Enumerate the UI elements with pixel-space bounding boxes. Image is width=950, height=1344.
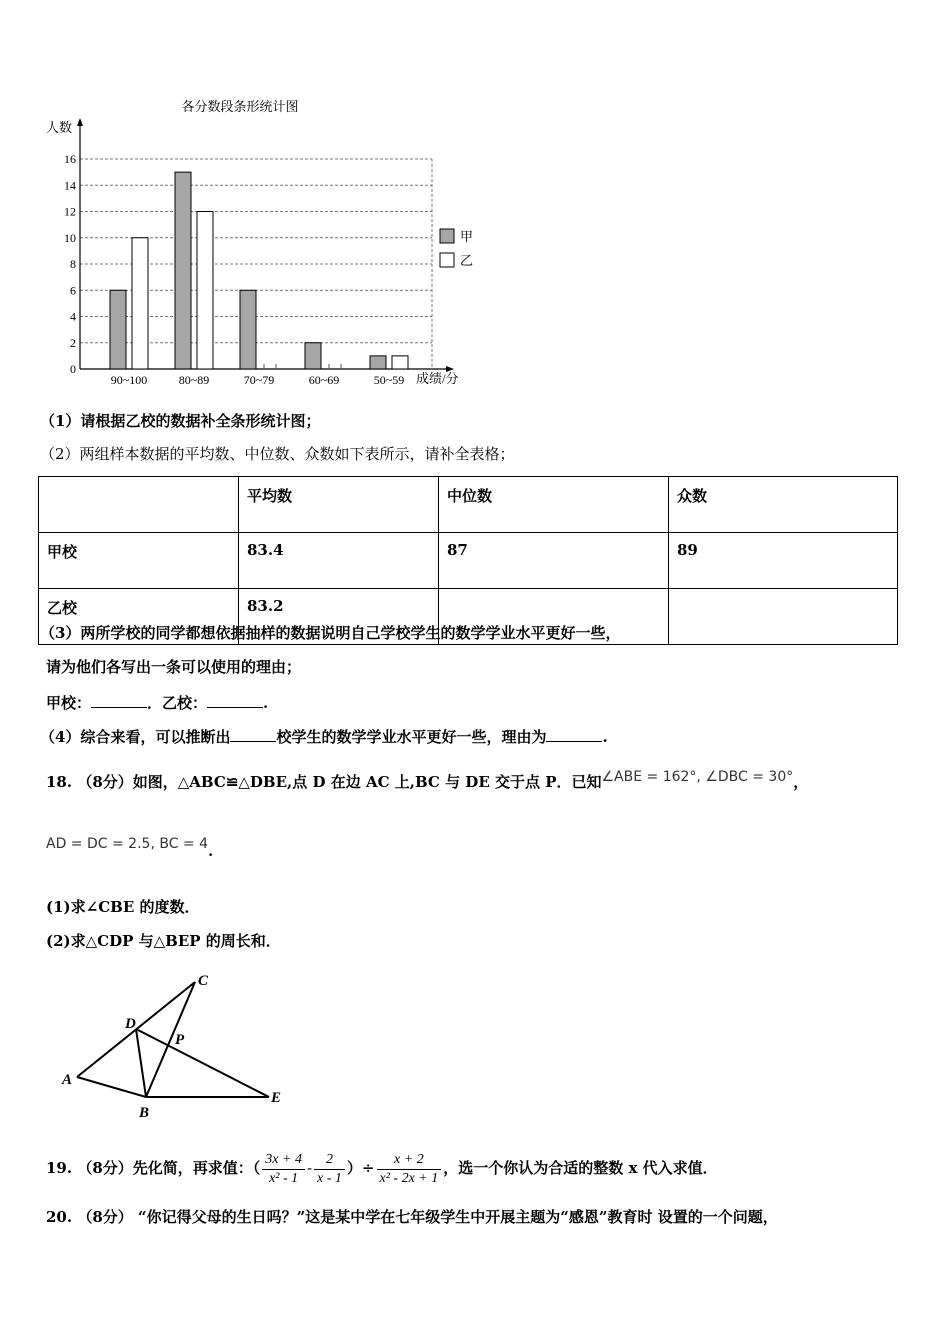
school-b-label: ．乙校： — [147, 694, 208, 712]
table-cell: 87 — [439, 533, 669, 589]
school-a-label: 甲校： — [46, 694, 92, 712]
legend-swatch — [440, 229, 454, 243]
x-tick-label: 50~59 — [373, 373, 405, 387]
comma: ， — [793, 773, 809, 791]
paren-open: （ — [252, 1159, 261, 1177]
period: . — [263, 694, 269, 712]
bar-jia — [305, 343, 321, 369]
y-axis-label: 人数 — [46, 120, 73, 135]
q18-given-angles: ∠ABE = 162°, ∠DBC = 30° — [601, 769, 794, 785]
answer-blank[interactable] — [91, 691, 147, 708]
q19-tail: ，选一个你认为合适的整数 x 代入求值． — [443, 1159, 718, 1177]
x-tick-label: 90~100 — [110, 373, 148, 387]
y-tick-label: 4 — [70, 309, 76, 324]
table-row — [39, 533, 898, 589]
y-tick-label: 16 — [64, 152, 76, 166]
table-header-cell: 平均数 — [239, 477, 439, 533]
q17-part1: （1）请根据乙校的数据补全条形统计图； — [40, 412, 321, 430]
legend-label: 乙 — [460, 253, 474, 268]
period: . — [208, 842, 214, 860]
table-header-row — [39, 477, 898, 533]
y-axis-arrow — [77, 118, 83, 126]
period: . — [602, 728, 608, 746]
fraction-1-denominator: x² - 1 — [269, 1170, 299, 1186]
y-tick-label: 14 — [64, 178, 76, 193]
q18-sub2: (2)求△CDP 与△BEP 的周长和． — [46, 932, 281, 950]
fraction-3 — [377, 1151, 442, 1188]
table-cell: 83.2 — [239, 589, 439, 645]
fraction-3-numerator: x + 2 — [377, 1151, 442, 1170]
bar-yi — [197, 212, 213, 370]
x-axis-label: 成绩/分 — [416, 371, 459, 386]
answer-blank[interactable] — [207, 691, 263, 708]
bar-yi — [132, 238, 148, 369]
stats-table — [38, 476, 898, 645]
fraction-1 — [262, 1151, 305, 1188]
x-tick-label: 80~89 — [178, 373, 210, 387]
q17-part3-line3 — [46, 691, 268, 713]
table-cell: 83.4 — [239, 533, 439, 589]
q18-given-lengths — [46, 833, 214, 860]
y-tick-label: 8 — [70, 257, 76, 271]
bar-jia — [370, 356, 386, 369]
chart-legend — [440, 229, 473, 268]
q17-part3-line2: 请为他们各写出一条可以使用的理由； — [46, 658, 302, 676]
table-header-cell — [39, 477, 239, 533]
q18-intro — [46, 769, 809, 793]
minus-sign: - — [306, 1159, 313, 1177]
legend-swatch — [440, 253, 454, 267]
bar-jia — [110, 290, 126, 369]
fraction-2-numerator: 2 — [314, 1151, 345, 1170]
q17-part3: （3）两所学校的同学都想依据抽样的数据说明自己学校学生的数学学业水平更好一些， — [40, 624, 621, 642]
segment-db — [136, 1029, 146, 1097]
bar-jia — [240, 290, 256, 369]
q17-part4-b: 校学生的数学学业水平更好一些，理由为 — [276, 728, 547, 746]
y-tick-label: 12 — [64, 204, 76, 219]
label-c: C — [198, 973, 209, 989]
segment-bc — [146, 982, 195, 1097]
table-header-cell: 中位数 — [439, 477, 669, 533]
fraction-3-denominator: x² - 2x + 1 — [379, 1170, 439, 1186]
label-b: B — [139, 1105, 150, 1121]
paren-close-divide: ）÷ — [346, 1159, 375, 1177]
y-tick-label: 0 — [70, 362, 76, 376]
q19-intro: 19. （8分）先化简，再求值： — [46, 1159, 253, 1177]
label-d: D — [125, 1016, 136, 1032]
table-cell — [669, 589, 898, 645]
fraction-2 — [314, 1151, 345, 1188]
y-tick-label: 2 — [70, 335, 76, 350]
table-cell: 甲校 — [39, 533, 239, 589]
y-tick-label: 6 — [70, 283, 76, 298]
q20: 20. （8分） “你记得父母的生日吗？”这是某中学在七年级学生中开展主题为“感恩”教育时 设置的一个问题， — [46, 1208, 778, 1226]
q19 — [46, 1150, 718, 1188]
answer-blank[interactable] — [546, 725, 602, 742]
q18-sub1: (1)求∠CBE 的度数． — [46, 898, 200, 916]
bar-yi — [392, 356, 408, 369]
q17-part4 — [40, 725, 608, 747]
q17-part2: （2）两组样本数据的平均数、中位数、众数如下表所示，请补全表格； — [40, 445, 515, 463]
q17-part4-a: （4）综合来看，可以推断出 — [40, 728, 231, 746]
chart-title: 各分数段条形统计图 — [181, 99, 299, 114]
q18-given-lengths-text: AD = DC = 2.5, BC = 4 — [46, 836, 209, 852]
table-cell: 乙校 — [39, 589, 239, 645]
fraction-2-denominator: x - 1 — [317, 1170, 342, 1186]
segment-de — [136, 1029, 269, 1097]
segment-ab — [77, 1077, 146, 1097]
answer-blank[interactable] — [230, 725, 276, 742]
legend-label: 甲 — [460, 229, 474, 244]
label-p: P — [175, 1032, 185, 1048]
label-a: A — [62, 1072, 73, 1088]
bar-jia — [175, 172, 191, 369]
table-header-cell: 众数 — [669, 477, 898, 533]
geometry-figure — [55, 965, 295, 1125]
q18-intro-text: 18. （8分）如图，△ABC≌△DBE,点 D 在边 AC 上,BC 与 DE 交于点 P．已知 — [46, 773, 602, 791]
bar-chart — [40, 90, 480, 400]
x-tick-label: 70~79 — [243, 373, 275, 387]
fraction-1-numerator: 3x + 4 — [262, 1151, 305, 1170]
chart-bars — [110, 172, 408, 369]
table-cell: 89 — [669, 533, 898, 589]
y-tick-label: 10 — [64, 230, 76, 245]
x-tick-label: 60~69 — [308, 373, 340, 387]
label-e: E — [271, 1090, 282, 1106]
